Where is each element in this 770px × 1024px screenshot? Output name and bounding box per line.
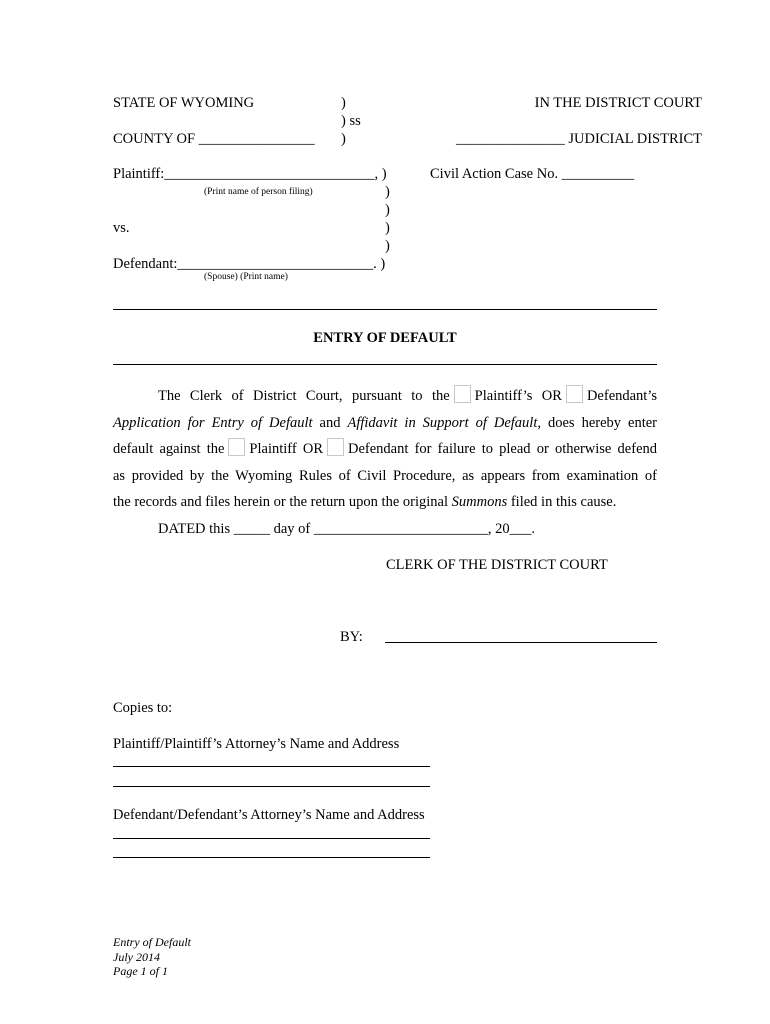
county-field[interactable]: COUNTY OF ________________	[113, 131, 315, 147]
body-line	[113, 383, 657, 410]
caption-paren: )	[385, 238, 390, 254]
dated-line[interactable]: DATED this _____ day of ________________________, 20___.	[158, 520, 535, 537]
body-text: The Clerk of District Court, pursuant to the	[158, 388, 450, 404]
caption-paren: )	[341, 131, 346, 147]
clerk-label: CLERK OF THE DISTRICT COURT	[386, 557, 608, 573]
judicial-district-field[interactable]: _______________ JUDICIAL DISTRICT	[456, 131, 702, 147]
plaintiff-checkbox[interactable]	[454, 385, 471, 403]
body-text: Defendant for failure to plead or otherwise defend	[348, 441, 658, 457]
defendant-copy-label: Defendant/Defendant’s Attorney’s Name and Address	[113, 807, 425, 823]
document-title: ENTRY OF DEFAULT	[313, 330, 457, 346]
divider	[113, 364, 657, 365]
defendant-field[interactable]: Defendant:___________________________. )	[113, 256, 386, 272]
plaintiff-checkbox[interactable]	[228, 438, 245, 456]
caption-paren: )	[341, 95, 346, 111]
body-line	[113, 463, 657, 490]
address-line[interactable]	[113, 838, 430, 839]
body-text: as provided by the Wyoming Rules of Civil Procedure, as appears from examination of	[113, 467, 657, 484]
body-text: Affidavit in Support of Default	[347, 414, 538, 431]
by-label: BY:	[340, 629, 363, 645]
body-text: filed in this cause.	[510, 494, 617, 510]
copies-to-label: Copies to:	[113, 700, 173, 716]
plaintiff-hint: (Print name of person filing)	[204, 187, 313, 197]
footer-date: July 2014	[113, 949, 160, 964]
body-text: and	[319, 414, 341, 431]
body-line	[113, 410, 657, 437]
body-text: Defendant’s	[586, 388, 658, 404]
defendant-checkbox[interactable]	[566, 385, 583, 403]
state-label: STATE OF WYOMING	[113, 95, 255, 111]
court-label: IN THE DISTRICT COURT	[534, 95, 702, 111]
signature-line[interactable]	[385, 642, 657, 643]
caption-paren: )	[385, 184, 390, 200]
body-text: default against the	[113, 441, 225, 457]
defendant-checkbox[interactable]	[327, 438, 344, 456]
caption-paren: )	[385, 220, 390, 236]
body-text: , does hereby enter	[537, 414, 657, 431]
vs-label: vs.	[113, 220, 130, 236]
body-text: Plaintiff OR	[249, 441, 324, 457]
body-text: Plaintiff’s OR	[474, 388, 562, 404]
footer-page: Page 1 of 1	[113, 964, 168, 978]
address-line[interactable]	[113, 857, 430, 858]
plaintiff-copy-label: Plaintiff/Plaintiff’s Attorney’s Name and Address	[113, 736, 400, 752]
plaintiff-field[interactable]: Plaintiff:_____________________________, )	[113, 166, 387, 182]
body-line	[113, 436, 657, 463]
address-line[interactable]	[113, 786, 430, 787]
caption-paren: )	[385, 202, 390, 218]
footer	[113, 935, 191, 979]
defendant-hint: (Spouse) (Print name)	[204, 272, 288, 282]
caption-ss: ) ss	[341, 113, 361, 129]
case-number-field[interactable]: Civil Action Case No. __________	[430, 166, 635, 182]
body-text: Application for Entry of Default	[113, 414, 313, 431]
footer-title: Entry of Default	[113, 935, 191, 949]
body-line	[113, 489, 657, 516]
body-text: the records and files herein or the return upon the original	[113, 494, 448, 510]
body-paragraph	[113, 383, 657, 542]
address-line[interactable]	[113, 766, 430, 767]
divider	[113, 309, 657, 310]
body-text: Summons	[451, 494, 508, 510]
